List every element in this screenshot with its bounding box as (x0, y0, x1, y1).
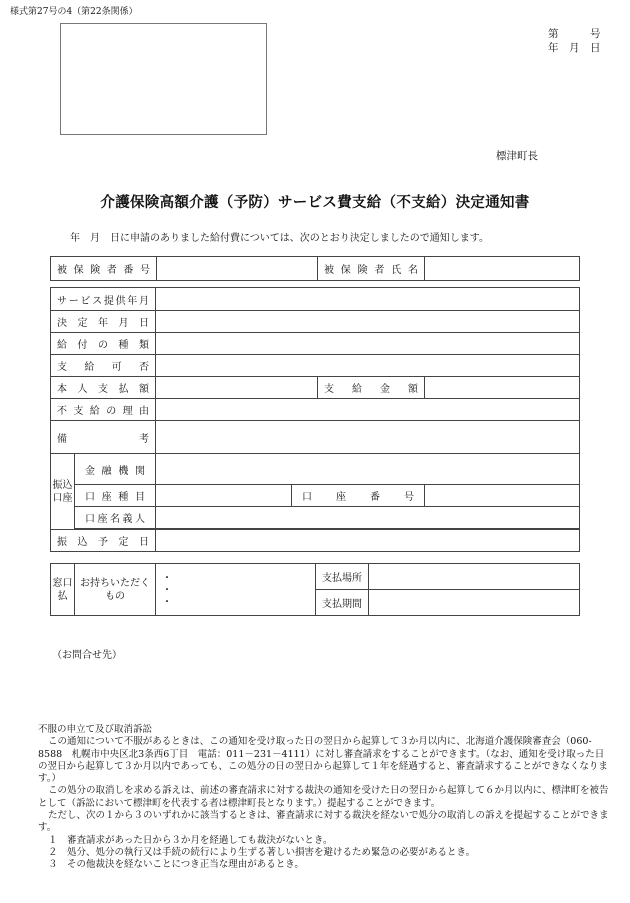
account-number-label: 口座番号 (302, 492, 414, 503)
insured-name-label: 被保険者氏名 (324, 265, 418, 276)
appeal-paragraph-1: この通知について不服があるときは、この通知を受け取った日の翌日から起算して３か月以内に、北海道介護保険審査会（060-8588 札幌市中央区北3条西6丁目 電話：011－231－4111）に対し審査請求をすることができます。（なお、通知を受け取った日の翌日から起算して３か月以内であっても、この処分の日の翌日から起算して１年を経過すると、審査請求することができなくなります。） (38, 736, 608, 785)
insured-name-field[interactable] (425, 257, 580, 281)
counter-payment-group-label: 窓口払 (51, 564, 75, 616)
decision-date-label: 決定年月日 (57, 318, 149, 329)
counter-payment-table (50, 563, 580, 616)
approval-label: 支給可否 (57, 362, 149, 373)
nonpayment-reason-field[interactable] (156, 399, 580, 421)
nonpayment-reason-label: 不支給の理由 (57, 406, 149, 417)
account-type-field[interactable] (156, 485, 292, 507)
service-month-field[interactable] (156, 288, 580, 311)
bring-item: ・ (162, 596, 172, 608)
payment-place-label: 支払場所 (316, 564, 369, 590)
address-window-box (60, 23, 267, 135)
insured-number-field[interactable] (157, 257, 318, 281)
insured-table (50, 256, 580, 281)
items-to-bring-label: お持ちいただくもの (75, 564, 156, 616)
service-month-label: サービス提供年月 (57, 295, 149, 307)
appeal-section (38, 724, 613, 872)
remarks-field[interactable] (156, 421, 580, 454)
issuer-name: 標津町長 (496, 150, 538, 162)
items-to-bring-list (156, 564, 316, 616)
details-table (50, 287, 580, 552)
payment-place-field[interactable] (369, 564, 580, 590)
form-number: 様式第27号の4（第22条関係） (10, 7, 138, 17)
payment-amount-label: 支給金額 (324, 384, 418, 395)
appeal-heading: 不服の申立て及び取消訴訟 (38, 724, 153, 735)
document-number-label: 第 号 (548, 28, 601, 40)
inquiry-label: （お問合せ先） (52, 650, 122, 661)
appeal-paragraph-2: この処分の取消しを求める訴えは、前述の審査請求に対する裁決の通知を受けた日の翌日から起算して６か月以内に、標津町を被告として（訴訟において標津町を代表する者は標津町長となります。）提起することができます。 (38, 785, 609, 809)
self-payment-field[interactable] (156, 377, 318, 399)
payment-amount-field[interactable] (425, 377, 580, 399)
decision-date-field[interactable] (156, 311, 580, 333)
payment-period-field[interactable] (369, 590, 580, 616)
appeal-item: ３ その他裁決を経ないことにつき正当な理由があるとき。 (48, 859, 304, 871)
account-type-label: 口座種目 (85, 492, 145, 503)
account-number-field[interactable] (425, 485, 580, 507)
benefit-type-label: 給付の種類 (57, 340, 149, 351)
benefit-type-field[interactable] (156, 333, 580, 355)
lead-text: 年 月 日に申請のありました給付費については、次のとおり決定しましたので通知します。 (70, 233, 489, 244)
appeal-item: ２ 処分、処分の執行又は手続の続行により生ずる著しい損害を避けるため緊急の必要があるとき。 (48, 846, 476, 858)
bring-item: ・ (162, 572, 172, 584)
account-holder-label: 口座名義人 (85, 514, 145, 525)
transfer-date-field[interactable] (156, 530, 580, 552)
transfer-date-label: 振込予定日 (57, 537, 149, 548)
approval-field[interactable] (156, 355, 580, 377)
account-holder-field[interactable] (156, 507, 580, 529)
self-payment-label: 本人支払額 (57, 384, 149, 395)
bank-field[interactable] (156, 454, 580, 485)
appeal-paragraph-3: ただし、次の１から３のいずれかに該当するときは、審査請求に対する裁決を経ないで処分の取消しの訴えを提起することができます。 (38, 810, 609, 834)
transfer-account-group-label: 振込口座 (51, 454, 75, 530)
remarks-label: 備考 (57, 433, 149, 445)
document-number-block (548, 27, 601, 55)
bank-label: 金融機関 (85, 465, 145, 477)
payment-period-label: 支払期間 (316, 590, 369, 616)
document-date-label: 年 月 日 (548, 42, 601, 54)
bring-item: ・ (162, 584, 172, 596)
appeal-item: １ 審査請求があった日から３か月を経過しても裁決がないとき。 (48, 834, 333, 846)
document-title: 介護保険高額介護（予防）サービス費支給（不支給）決定通知書 (100, 194, 530, 211)
insured-number-label: 被保険者番号 (57, 265, 150, 276)
